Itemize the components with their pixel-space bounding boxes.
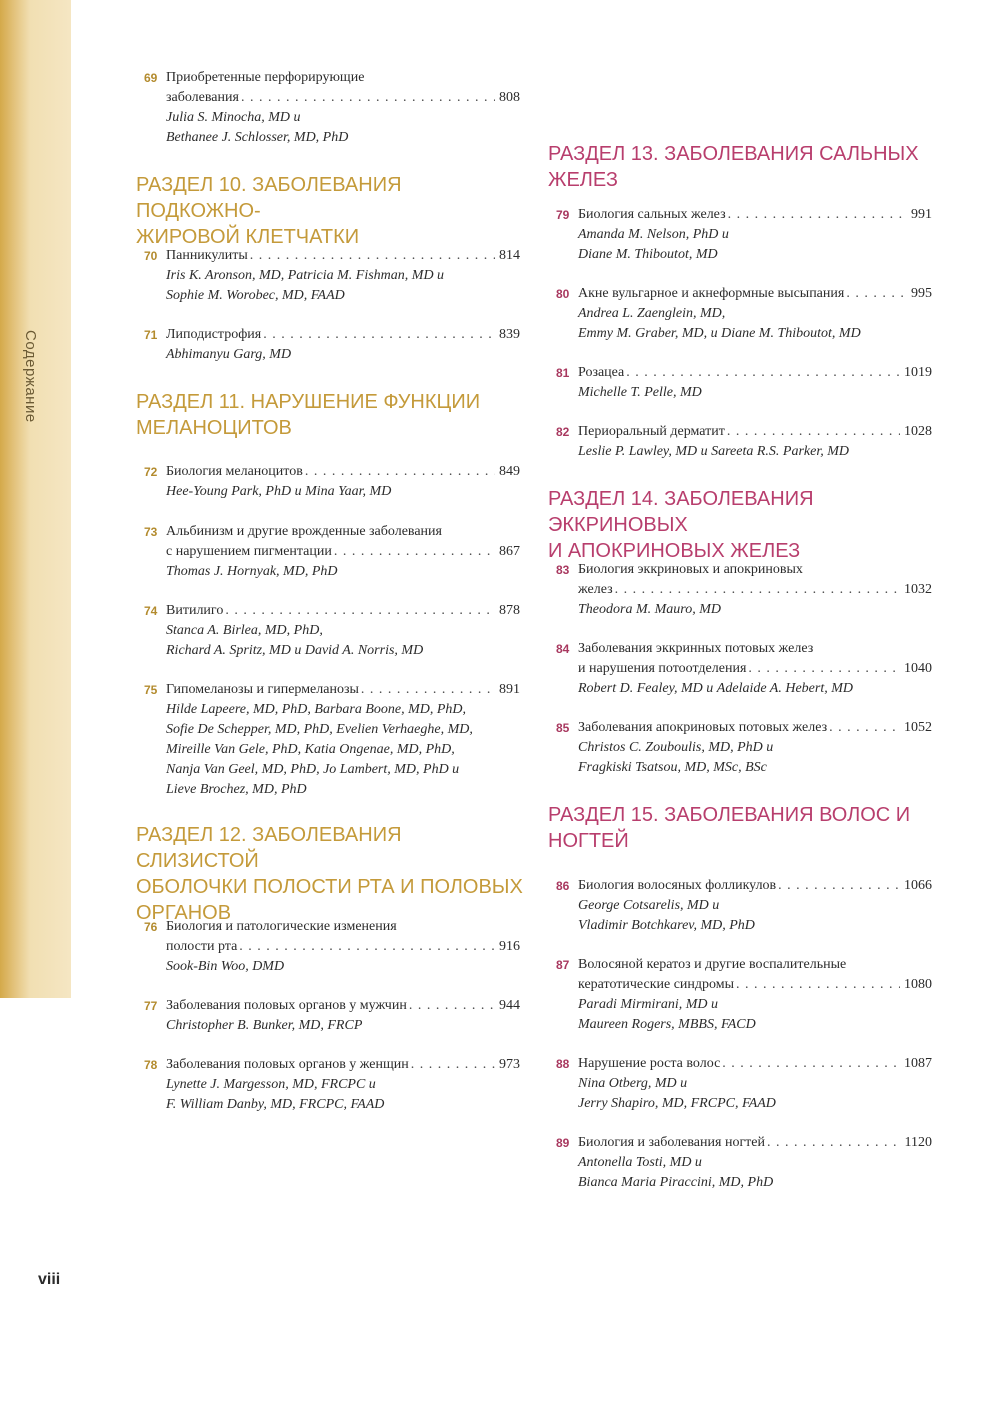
author-line: Michelle T. Pelle, MD	[578, 385, 702, 400]
author-line: Amanda M. Nelson, PhD и	[578, 227, 729, 242]
chapter-number: 78	[144, 1058, 158, 1072]
section-heading-14: РАЗДЕЛ 14. ЗАБОЛЕВАНИЯ ЭККРИНОВЫХ И АПОКРИНОВЫХ ЖЕЛЕЗ	[548, 488, 814, 562]
page-ref: 814	[499, 248, 520, 263]
chapter-number: 81	[556, 366, 570, 380]
author-line: Fragkiski Tsatsou, MD, MSc, BSc	[578, 760, 767, 775]
chapter-number: 71	[144, 328, 158, 342]
author-line: Emmy M. Graber, MD, и Diane M. Thiboutot, MD	[578, 326, 861, 341]
page-ref: 808	[499, 90, 520, 105]
author-line: Andrea L. Zaenglein, MD,	[578, 306, 726, 321]
author-line: Nina Otberg, MD и	[578, 1076, 688, 1091]
chapter-title-cont: кератотические синдромы	[578, 977, 735, 992]
page-ref: 991	[911, 207, 932, 222]
chapter-title-cont: полости рта	[166, 939, 238, 954]
page-number: viii	[38, 1271, 61, 1288]
chapter-title-cont: и нарушения потоотделения	[578, 661, 747, 676]
chapter-title: Гипомеланозы и гипермеланозы	[166, 682, 359, 697]
author-line: Christopher B. Bunker, MD, FRCP	[166, 1018, 363, 1033]
chapter-title: Розацеа	[578, 365, 625, 380]
chapter-number: 73	[144, 525, 158, 539]
section-heading-12: РАЗДЕЛ 12. ЗАБОЛЕВАНИЯ СЛИЗИСТОЙ ОБОЛОЧКИ ПОЛОСТИ РТА И ПОЛОВЫХ ОРГАНОВ	[136, 824, 523, 924]
author-line: Thomas J. Hornyak, MD, PhD	[166, 564, 338, 579]
page-ref: 891	[499, 682, 520, 697]
chapter-number: 70	[144, 249, 158, 263]
chapter-title: Нарушение роста волос	[578, 1056, 721, 1071]
page-ref: 944	[499, 998, 520, 1013]
author-line: Leslie P. Lawley, MD и Sareeta R.S. Parker, MD	[578, 444, 850, 459]
section-heading-11: РАЗДЕЛ 11. НАРУШЕНИЕ ФУНКЦИИ МЕЛАНОЦИТОВ	[136, 391, 481, 439]
chapter-number: 85	[556, 721, 570, 735]
author-line: George Cotsarelis, MD и	[578, 898, 720, 913]
chapter-title-cont: заболевания	[166, 90, 239, 105]
chapter-title: Заболевания апокриновых потовых желез	[578, 720, 828, 735]
author-line: Theodora M. Mauro, MD	[578, 602, 721, 617]
chapter-title: Панникулиты	[166, 248, 248, 263]
page-ref: 1019	[904, 365, 932, 380]
page-ref: 1087	[904, 1056, 932, 1071]
author-line: Hilde Lapeere, MD, PhD, Barbara Boone, MD, PhD,	[166, 702, 467, 717]
chapter-title: Биология волосяных фолликулов	[578, 878, 777, 893]
author-line: Sofie De Schepper, MD, PhD, Evelien Verhaeghe, MD,	[166, 722, 473, 737]
page-ref: 1080	[904, 977, 932, 992]
chapter-number: 76	[144, 920, 158, 934]
chapter-title: Заболевания половых органов у мужчин	[166, 998, 407, 1013]
chapter-number: 89	[556, 1136, 570, 1150]
author-line: Lieve Brochez, MD, PhD	[166, 782, 307, 797]
page-ref: 995	[911, 286, 932, 301]
page-ref: 878	[499, 603, 520, 618]
chapter-title: Волосяной кератоз и другие воспалительные	[578, 957, 847, 972]
chapter-number: 79	[556, 208, 570, 222]
chapter-title: Заболевания половых органов у женщин	[166, 1057, 409, 1072]
chapter-title: Липодистрофия	[166, 327, 262, 342]
chapter-number: 87	[556, 958, 570, 972]
chapter-title-cont: с нарушением пигментации	[166, 544, 332, 559]
page-ref: 1052	[904, 720, 932, 735]
chapter-number: 75	[144, 683, 158, 697]
chapter-number: 84	[556, 642, 570, 656]
page-ref: 1066	[904, 878, 932, 893]
chapter-title-cont: желез	[578, 582, 613, 597]
chapter-title: Витилиго	[166, 603, 224, 618]
page-ref: 1040	[904, 661, 932, 676]
author-line: Mireille Van Gele, PhD, Katia Ongenae, MD, PhD,	[166, 742, 455, 757]
author-line: Jerry Shapiro, MD, FRCPC, FAAD	[578, 1096, 776, 1111]
chapter-title: Биология и заболевания ногтей	[578, 1135, 766, 1150]
author-line: Christos C. Zouboulis, MD, PhD и	[578, 740, 774, 755]
page-ref: 1032	[904, 582, 932, 597]
page-ref: 839	[499, 327, 520, 342]
author-line: Diane M. Thiboutot, MD	[578, 247, 718, 262]
author-line: Maureen Rogers, MBBS, FACD	[578, 1017, 756, 1032]
author-line: Richard A. Spritz, MD и David A. Norris, MD	[166, 643, 424, 658]
author-line: Lynette J. Margesson, MD, FRCPC и	[166, 1077, 376, 1092]
author-line: Antonella Tosti, MD и	[578, 1155, 702, 1170]
page-ref: 849	[499, 464, 520, 479]
author-line: Bethanee J. Schlosser, MD, PhD	[166, 130, 349, 145]
author-line: Abhimanyu Garg, MD	[166, 347, 292, 362]
chapter-number: 88	[556, 1057, 570, 1071]
page-ref: 916	[499, 939, 520, 954]
chapter-number: 86	[556, 879, 570, 893]
chapter-number: 74	[144, 604, 158, 618]
chapter-title: Альбинизм и другие врожденные заболевания	[166, 524, 442, 539]
chapter-number: 72	[144, 465, 158, 479]
author-line: Sook-Bin Woo, DMD	[166, 959, 285, 974]
author-line: Sophie M. Worobec, MD, FAAD	[166, 288, 345, 303]
chapter-title: Заболевания эккринных потовых желез	[578, 641, 814, 656]
page-ref: 1028	[904, 424, 932, 439]
author-line: Paradi Mirmirani, MD и	[578, 997, 718, 1012]
author-line: Stanca A. Birlea, MD, PhD,	[166, 623, 323, 638]
chapter-number: 82	[556, 425, 570, 439]
author-line: F. William Danby, MD, FRCPC, FAAD	[166, 1097, 385, 1112]
author-line: Nanja Van Geel, MD, PhD, Jo Lambert, MD, PhD и	[166, 762, 460, 777]
chapter-number: 83	[556, 563, 570, 577]
author-line: Robert D. Fealey, MD и Adelaide A. Hebert, MD	[578, 681, 854, 696]
chapter-title: Биология эккриновых и апокриновых	[578, 562, 803, 577]
sidebar-band	[0, 0, 71, 998]
chapter-title: Акне вульгарное и акнеформные высыпания	[578, 286, 845, 301]
chapter-title: Биология и патологические изменения	[166, 919, 397, 934]
page-ref: 973	[499, 1057, 520, 1072]
author-line: Julia S. Minocha, MD и	[166, 110, 301, 125]
page-ref: 867	[499, 544, 520, 559]
chapter-number: 69	[144, 71, 158, 85]
author-line: Iris K. Aronson, MD, Patricia M. Fishman, MD и	[166, 268, 445, 283]
sidebar-label: Содержание	[22, 330, 39, 423]
chapter-title: Биология меланоцитов	[166, 464, 303, 479]
section-heading-10: РАЗДЕЛ 10. ЗАБОЛЕВАНИЯ ПОДКОЖНО- ЖИРОВОЙ КЛЕТЧАТКИ	[136, 174, 402, 248]
chapter-number: 77	[144, 999, 158, 1013]
section-heading-13: РАЗДЕЛ 13. ЗАБОЛЕВАНИЯ САЛЬНЫХ ЖЕЛЕЗ	[548, 143, 919, 191]
chapter-title: Приобретенные перфорирующие	[166, 70, 365, 85]
author-line: Vladimir Botchkarev, MD, PhD	[578, 918, 755, 933]
chapter-title: Периоральный дерматит	[578, 424, 725, 439]
chapter-title: Биология сальных желез	[578, 207, 726, 222]
section-heading-15: РАЗДЕЛ 15. ЗАБОЛЕВАНИЯ ВОЛОС И НОГТЕЙ	[548, 804, 911, 852]
author-line: Hee-Young Park, PhD и Mina Yaar, MD	[166, 484, 392, 499]
page-ref: 1120	[904, 1135, 932, 1150]
author-line: Bianca Maria Piraccini, MD, PhD	[578, 1175, 774, 1190]
chapter-number: 80	[556, 287, 570, 301]
